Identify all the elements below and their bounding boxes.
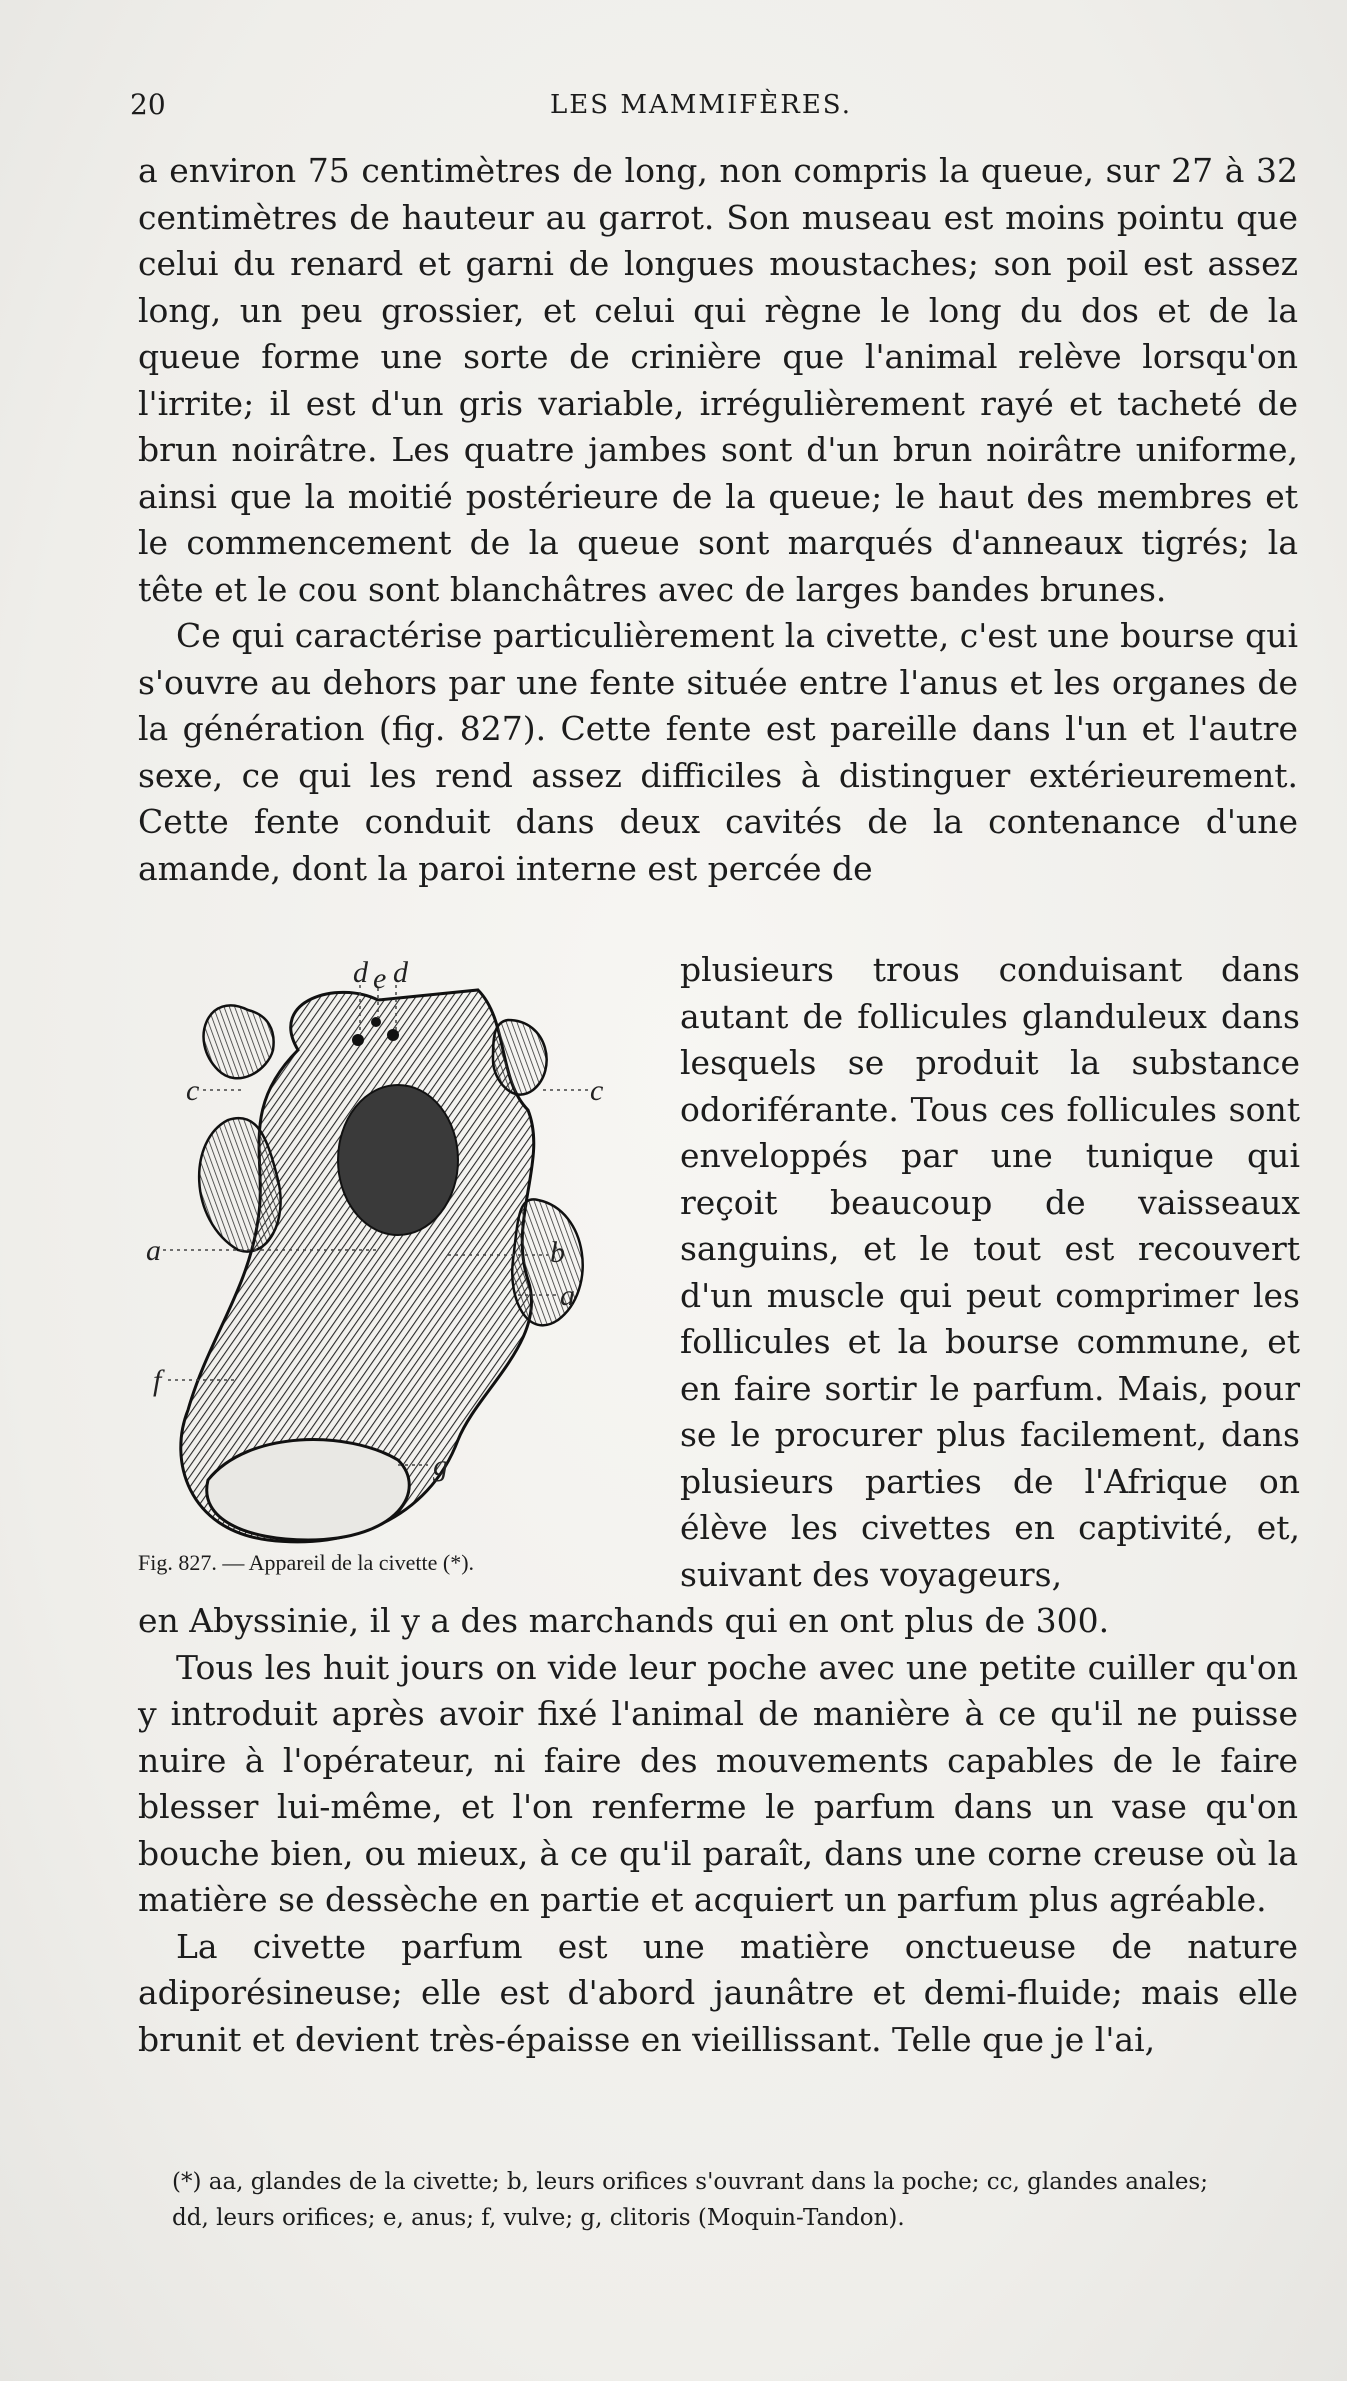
page-header (130, 88, 1230, 128)
label-c-right: c (590, 1074, 604, 1107)
civet-gland-illustration (146, 956, 668, 1560)
anus-mark (371, 1017, 381, 1027)
footnote-line-2: dd, leurs orifices; e, anus; f, vulve; g, clitoris (Moquin-Tandon). (172, 2205, 905, 2231)
body-text-bottom (138, 1598, 1298, 2063)
paragraph-3: Tous les huit jours on vide leur poche avec une petite cuiller qu'on y introduit après avoir fixé l'animal de manière à ce qu'il ne puisse nuire à l'opérateur, ni faire des mouvements capables de le faire blesser lui-même, et l'on renferme le parfum dans un vase qu'on bouche bien, ou mieux, à ce qu'il paraît, dans une corne creuse où la matière se dessèche en partie et acquiert un parfum plus agréable. (138, 1647, 1298, 1919)
label-c-left: c (186, 1074, 200, 1107)
paragraph-4: La civette parfum est une matière onctueuse de nature adiporésineuse; elle est d'abord jaunâtre et demi-fluide; mais elle brunit et devient très-épaisse en vieillissant. Telle que je l'ai, (138, 1926, 1298, 2059)
pouch (338, 1085, 458, 1235)
label-f: f (153, 1364, 162, 1397)
figure-caption: Fig. 827. — Appareil de la civette (*). (138, 1550, 475, 1575)
label-g: g (433, 1449, 448, 1482)
paragraph-2-top: Ce qui caractérise particulièrement la civette, c'est une bourse qui s'ouvre au dehors par une fente située entre l'anus et les organes de la génération (fig. 827). Cette fente est pareille dans l'un et l'autre sexe, ce qui les rend assez difficiles à distinguer extérieurement. Cette fente conduit dans deux cavités de la contenance d'une amande, dont la paroi interne est percée de (138, 616, 1298, 888)
footnote (172, 2164, 1302, 2236)
left-anal-gland (204, 1005, 274, 1078)
label-d-right: d (393, 956, 408, 989)
label-a-right: a (560, 1279, 575, 1312)
label-a-left: a (146, 1234, 161, 1267)
paragraph-2-wrap: plusieurs trous conduisant dans autant de follicules glanduleux dans lesquels se produit la substance odoriférante. Tous ces follicules sont enveloppés par une tunique qui reçoit beaucoup de vaisseaux sanguins, et le tout est recouvert d'un muscle qui peut comprimer les follicules et la bourse commune, et en faire sortir le parfum. Mais, pour se le procurer plus facilement, dans plusieurs parties de l'Afrique on élève les civettes en captivité, et, suivant des voyageurs, (680, 950, 1300, 1594)
label-b: b (550, 1236, 565, 1269)
right-anal-gland (493, 1020, 547, 1095)
paragraph-1: a environ 75 centimètres de long, non compris la queue, sur 27 à 32 centimètres de hauteur au garrot. Son museau est moins pointu que celui du renard et garni de longues moustaches; son poil est assez long, un peu grossier, et celui qui règne le long du dos et de la queue forme une sorte de crinière que l'animal relève lorsqu'on l'irrite; il est d'un gris variable, irrégulièrement rayé et tacheté de brun noirâtre. Les quatre jambes sont d'un brun noirâtre uniforme, ainsi que la moitié postérieure de la queue; le haut des membres et le commencement de la queue sont marqués d'anneaux tigrés; la tête et le cou sont blanchâtres avec de larges bandes brunes. (138, 151, 1298, 609)
orifice-1 (352, 1034, 364, 1046)
body-text-top (138, 148, 1298, 892)
page-number: 20 (130, 88, 166, 121)
orifice-2 (387, 1029, 399, 1041)
figure-827 (146, 956, 668, 1560)
running-title: LES MAMMIFÈRES. (550, 90, 852, 120)
label-d-left: d (353, 956, 368, 989)
paragraph-2-end: en Abyssinie, il y a des marchands qui en ont plus de 300. (138, 1601, 1110, 1640)
label-e: e (373, 962, 387, 995)
footnote-line-1: (*) aa, glandes de la civette; b, leurs orifices s'ouvrant dans la poche; cc, glandes anales; (172, 2169, 1208, 2195)
